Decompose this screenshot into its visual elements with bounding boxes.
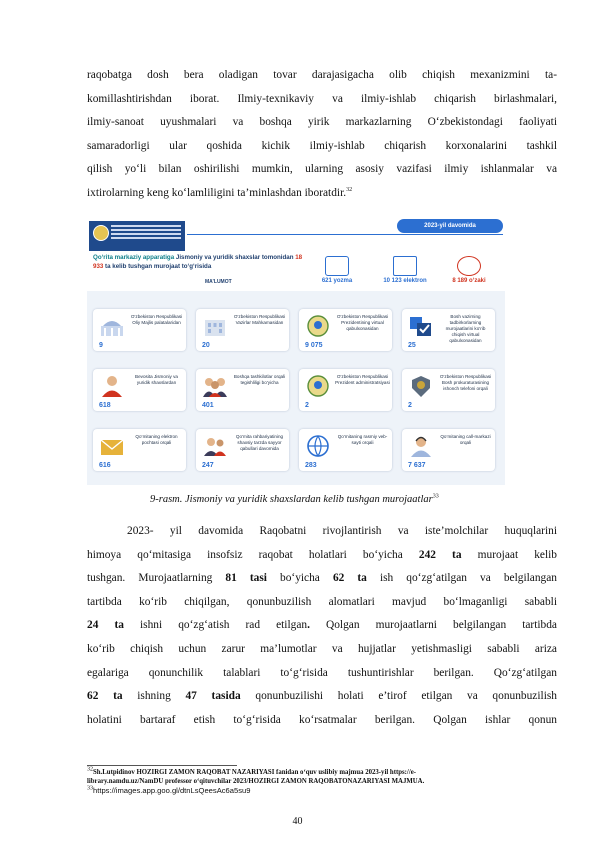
text-line: ko‘rib chiqish uchun zarur ma’lumotlar va hujjatlar yetishmasligi sababli ariza bbox=[87, 642, 557, 655]
card-number: 20 bbox=[202, 342, 210, 349]
card-number: 618 bbox=[99, 402, 111, 409]
infographic-figure bbox=[87, 213, 505, 485]
card-title: O‘zbekiston Respublikasi Oliy Majlis palatalaridan bbox=[130, 314, 183, 325]
text-run: ishning bbox=[137, 690, 171, 703]
people-group-icon bbox=[202, 374, 228, 398]
call-center-icon bbox=[408, 434, 434, 458]
card-title: O‘zbekiston Respublikasi Vazirlar Mahkamasidan bbox=[233, 314, 286, 325]
document-pen-icon bbox=[325, 256, 349, 276]
text-run: tushgan. Murojaatlarning bbox=[87, 572, 213, 585]
headline-text-end: ta kelib tushgan murojaat to‘g‘risida bbox=[103, 263, 212, 270]
text-line: qilish yo‘li bilan oshirilishi mumkin, ularning asosiy vazifasi ilmiy ishlanmalar va bbox=[87, 163, 557, 176]
card-title: Qo‘mita rahbariyatining shaxsiy tarzda sayyor qabullari davomida bbox=[235, 434, 284, 451]
text-line: holatini bartaraf etish to‘g‘risida ko‘rsatmalar berilgan. Qolgan ishlar qonun bbox=[87, 713, 557, 726]
page-number: 40 bbox=[292, 816, 303, 827]
card-number: 2 bbox=[408, 402, 412, 409]
text-run: himoya qo‘mitasiga insofsiz raqobat holatlari bo‘yicha bbox=[87, 548, 403, 561]
card-number: 247 bbox=[202, 462, 214, 469]
text-line: samaradorligi ular qoshida kichik ilmiy-ishlab chiqarish korxonalarini tashkil bbox=[87, 139, 557, 152]
bold-value: 62 ta bbox=[332, 572, 367, 585]
card-title: Bevosita Jismoniy va yuridik shaxslardan bbox=[135, 374, 178, 385]
header-rule bbox=[187, 234, 503, 235]
checkbox-icon bbox=[408, 314, 434, 338]
source-card bbox=[299, 369, 392, 411]
bold-value: 242 ta bbox=[418, 548, 462, 561]
year-badge: 2023-yil davomida bbox=[397, 219, 503, 233]
stat-oral bbox=[437, 256, 501, 284]
footnote-ref: 33 bbox=[432, 493, 439, 500]
text-run: Qolgan murojaatlarni belgilangan tartibda bbox=[326, 619, 557, 632]
phone-icon bbox=[457, 256, 481, 276]
seal-icon bbox=[93, 225, 109, 241]
figure-caption bbox=[150, 494, 439, 505]
text-run: ish qo‘zg‘atilgan va belgilangan bbox=[379, 572, 557, 585]
source-card bbox=[93, 369, 186, 411]
text-run: ishni qo‘zg‘atish rad etilgan bbox=[140, 619, 308, 632]
footnote-33 bbox=[87, 786, 250, 796]
card-number: 7 637 bbox=[408, 462, 426, 469]
source-card bbox=[402, 429, 495, 471]
source-card bbox=[402, 369, 495, 411]
footnote-32-cont bbox=[87, 777, 424, 786]
text-line-content: ixtirolarning keng ko‘lamliligini ta’minlashdan iboratdir. bbox=[87, 186, 347, 199]
source-card bbox=[196, 429, 289, 471]
card-title: Qo‘mitaning rasmiy veb-sayti orqali bbox=[337, 434, 388, 445]
card-title: Qo‘mitaning call-markazi orqali bbox=[440, 434, 491, 445]
person-icon bbox=[99, 374, 125, 398]
card-title: O‘zbekiston Respublikasi Prezident administratsiyasi bbox=[335, 374, 390, 385]
text-line: ilmiy-sanoat uyushmalari va boshqa yirik markazlarning O‘zbekistondagi faoliyati bbox=[87, 116, 557, 129]
text-line bbox=[87, 614, 557, 638]
stat-electronic bbox=[373, 256, 437, 284]
meeting-icon bbox=[202, 434, 228, 458]
headline-number: 18 933 bbox=[93, 254, 303, 270]
text-line bbox=[87, 685, 557, 709]
card-number: 283 bbox=[305, 462, 317, 469]
text-run: bo‘yicha bbox=[280, 572, 320, 585]
bold-value: 62 ta bbox=[87, 690, 123, 703]
footnote-link[interactable]: https://images.app.goo.gl/dtnLsQeesAc6a5su9 bbox=[93, 786, 251, 795]
footnote-32 bbox=[87, 768, 416, 777]
source-card bbox=[93, 309, 186, 351]
footnote-number: 33 bbox=[87, 785, 93, 792]
text-line bbox=[87, 544, 557, 568]
card-number: 9 075 bbox=[305, 342, 323, 349]
text-line: egalariga qonunchilik talablari to‘g‘risida tushuntirishlar berilgan. Qo‘zg‘atilgan bbox=[87, 666, 557, 679]
emblem-icon bbox=[305, 314, 331, 338]
source-card bbox=[93, 429, 186, 471]
bold-value: 81 tasi bbox=[225, 572, 267, 585]
prosecutor-emblem-icon bbox=[408, 374, 434, 398]
text-line: komillashtirishdan iborat. Ilmiy-texnikaviy va ilmiy-ishlab chiqarish birlashmalari, bbox=[87, 92, 557, 105]
infographic-header bbox=[87, 213, 505, 291]
source-card bbox=[402, 309, 495, 351]
text-run: qonunbuzilishi holati e’tirof etilgan va qonunbuzilish bbox=[255, 690, 557, 703]
stat-label: 621 yozma bbox=[321, 278, 353, 284]
infographic-headline bbox=[93, 253, 303, 271]
source-card bbox=[299, 309, 392, 351]
card-number: 25 bbox=[408, 342, 416, 349]
text-line bbox=[87, 567, 557, 591]
headline-text: Jismoniy va yuridik shaxslar tomonidan bbox=[174, 254, 296, 261]
card-number: 401 bbox=[202, 402, 214, 409]
website-icon bbox=[305, 434, 331, 458]
source-card bbox=[196, 309, 289, 351]
caption-text: 9-rasm. Jismoniy va yuridik shaxslardan kelib tushgan murojaatlar bbox=[150, 494, 433, 505]
card-title: Bosh vazirning tadbirkorlarning murojaatlarini ko‘rib chiqish virtual qabulxonasidan bbox=[445, 314, 486, 343]
stat-label: 10 123 elektron bbox=[383, 278, 427, 284]
stat-label: 8 189 o‘zaki bbox=[452, 278, 486, 284]
body-paragraph-bottom bbox=[87, 520, 557, 732]
logo-text-lines bbox=[111, 225, 181, 241]
bold-value: 47 tasida bbox=[185, 690, 241, 703]
card-number: 9 bbox=[99, 342, 103, 349]
text-line bbox=[87, 182, 557, 206]
footnote-ref: 32 bbox=[346, 187, 353, 194]
source-card bbox=[299, 429, 392, 471]
card-number: 2 bbox=[305, 402, 309, 409]
text-line: tartibda ko‘rib chiqilgan, qonunbuzilish alomatlari mavjud bo‘lmaganligi sababli bbox=[87, 595, 557, 608]
card-number: 616 bbox=[99, 462, 111, 469]
mail-icon bbox=[99, 434, 125, 458]
committee-logo bbox=[89, 221, 185, 251]
bold-value: 24 ta bbox=[87, 619, 124, 632]
card-title: O‘zbekiston Respublikasi Bosh prokuraturasining ishonch telefoni orqali bbox=[439, 374, 492, 391]
body-paragraph-top bbox=[87, 64, 557, 206]
text-line: raqobatga dosh bera oladigan tovar darajasigacha olib chiqish mexanizmini ta- bbox=[87, 69, 557, 81]
headline-subtitle: MA’LUMOT bbox=[205, 279, 232, 285]
card-title: O‘zbekiston Respublikasi Prezidentining virtual qabulxonasidan bbox=[336, 314, 389, 331]
footnote-text: Sh.Lutpidinov HOZIRGI ZAMON RAQOBAT NAZARIYASI fanidan o‘quv uslibiy majmua 2023-yil https://e- bbox=[93, 769, 416, 776]
stat-written bbox=[305, 256, 369, 284]
footnote-separator bbox=[87, 765, 237, 766]
envelope-icon bbox=[393, 256, 417, 276]
text-run: murojaat kelib bbox=[477, 548, 557, 561]
footnote-number: 32 bbox=[87, 766, 93, 773]
source-card bbox=[196, 369, 289, 411]
footnote-text: library.namdu.uz/NamDU professor o‘qituvchilar 2023/HOZIRGI ZAMON RAQOBATONAZARIYASI MAJMUA. bbox=[87, 778, 425, 785]
headline-accent: Qo‘rita markaziy apparatiga bbox=[93, 254, 175, 261]
card-title: Qo‘mitaning elektron pochtasi orqali bbox=[135, 434, 178, 445]
parliament-icon bbox=[99, 314, 125, 338]
bold-dot: . bbox=[307, 619, 310, 632]
card-title: Boshqa tashkilotlar orqali tegishliligi bo‘yicha bbox=[233, 374, 286, 385]
government-building-icon bbox=[202, 314, 228, 338]
emblem-icon bbox=[305, 374, 331, 398]
text-line: 2023- yil davomida Raqobatni rivojlantirish va iste’molchilar huquqlarini bbox=[127, 525, 557, 537]
